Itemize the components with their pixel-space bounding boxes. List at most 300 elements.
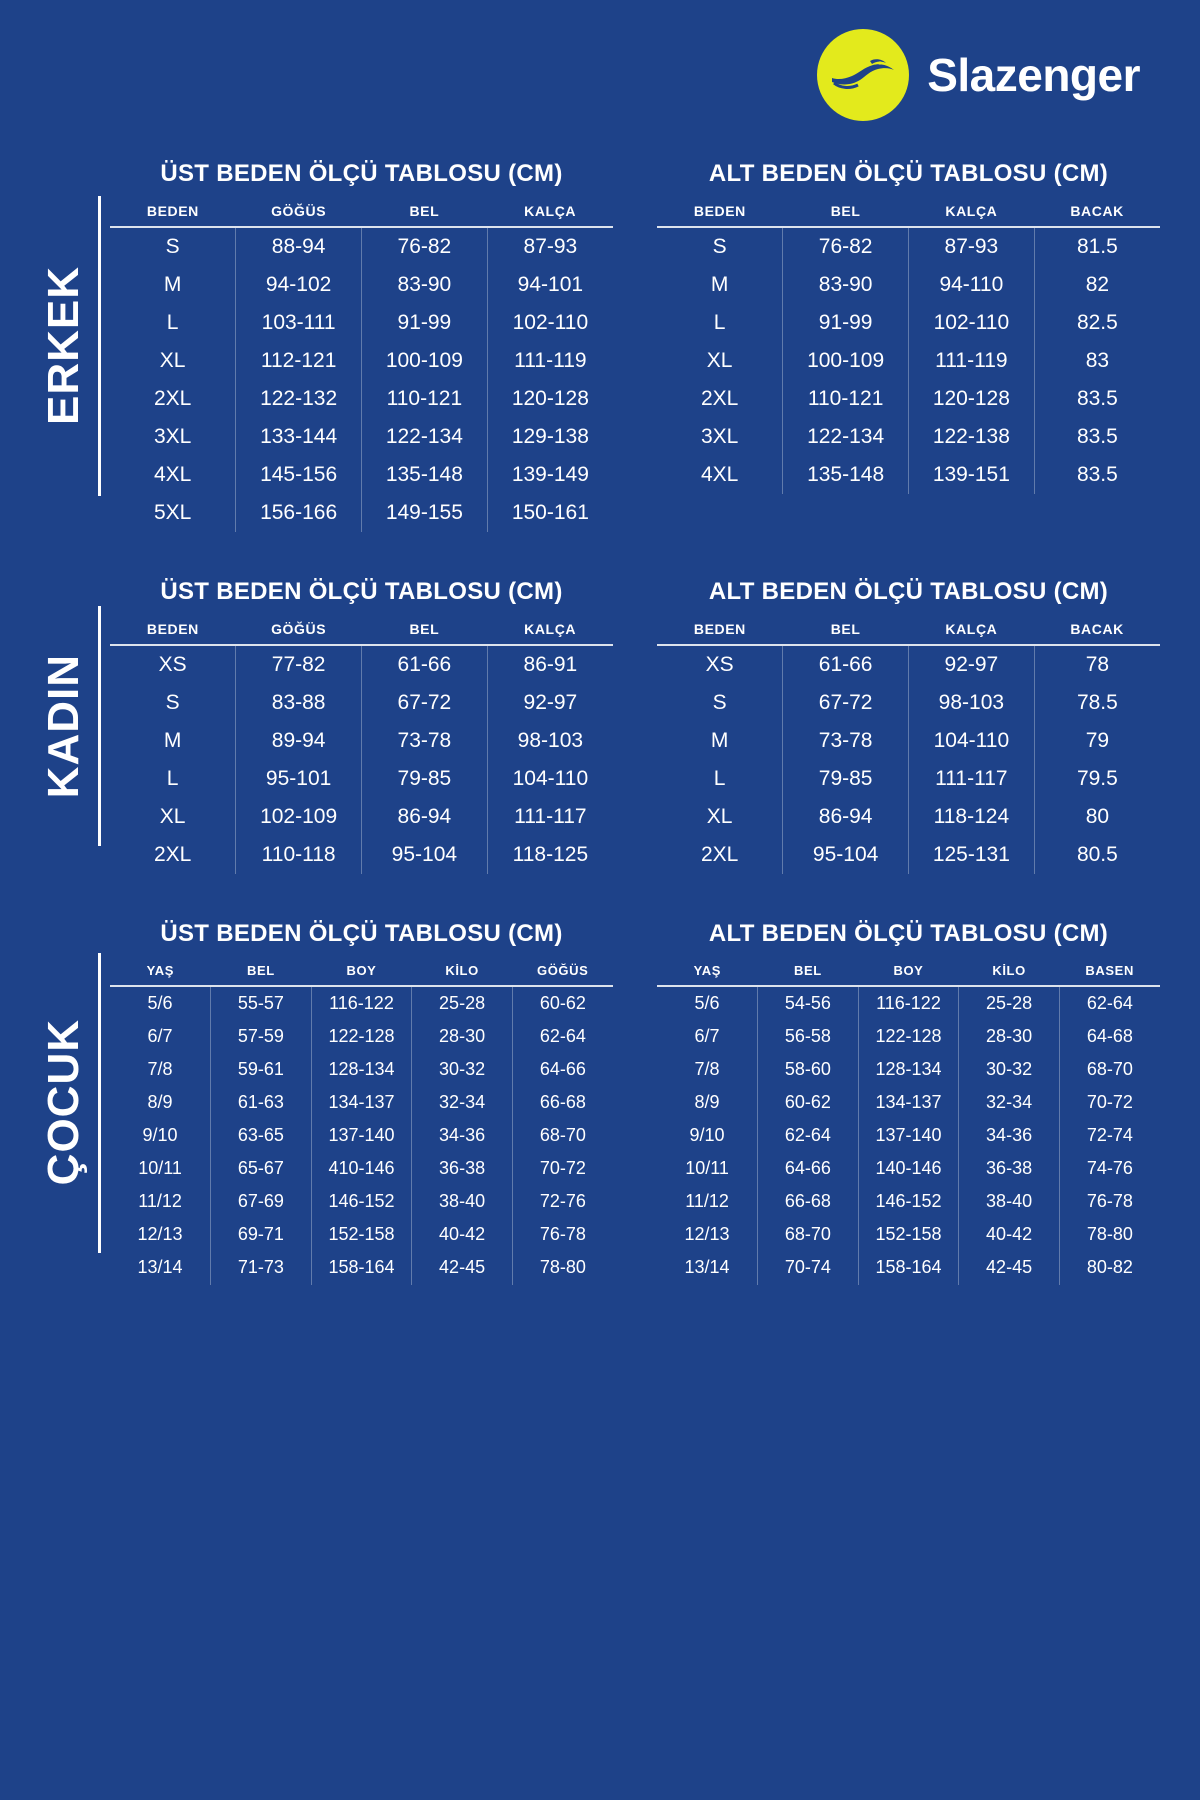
table-cell: 73-78 <box>783 722 909 760</box>
table-row <box>110 1053 613 1086</box>
table-cell: 135-148 <box>362 456 488 494</box>
table-cell: 158-164 <box>311 1251 412 1285</box>
slazenger-panther-icon <box>817 29 909 121</box>
table-cell: M <box>110 722 236 760</box>
table-cell: 76-78 <box>1086 1191 1133 1211</box>
table-cell: XL <box>657 798 783 836</box>
table-cell: 34-36 <box>412 1119 513 1152</box>
table-cell: 150-161 <box>511 501 589 524</box>
table-cell: 122-128 <box>311 1020 412 1053</box>
table-cell: 86-94 <box>783 798 909 836</box>
table-cell: 9/10 <box>110 1119 211 1152</box>
table-cell: 87-93 <box>909 227 1035 266</box>
col-header: BEL <box>758 962 859 986</box>
table-cell: 91-99 <box>783 304 909 342</box>
table-cell: 120-128 <box>909 380 1035 418</box>
table-cell: 2XL <box>657 836 783 874</box>
table-cell: 28-30 <box>412 1020 513 1053</box>
col-header: BEDEN <box>110 202 236 227</box>
table-cell: XL <box>110 342 236 380</box>
table-cell: 111-119 <box>514 349 587 372</box>
table-cell: 61-66 <box>362 645 488 684</box>
section-kadin <box>0 578 1200 874</box>
table-cell: 100-109 <box>362 342 488 380</box>
table-row <box>110 836 613 874</box>
table-title: ÜST BEDEN ÖLÇÜ TABLOSU (CM) <box>160 578 563 605</box>
table-head <box>110 620 613 645</box>
table-cell: 137-140 <box>858 1119 959 1152</box>
table-cell: 12/13 <box>110 1218 211 1251</box>
table-cell: M <box>657 266 783 304</box>
table-cell: 36-38 <box>959 1152 1060 1185</box>
table-cell: L <box>110 760 236 798</box>
table-row <box>657 456 1160 494</box>
table-cell: 4XL <box>110 456 236 494</box>
table-cell: 61-66 <box>783 645 909 684</box>
table-cell: 79-85 <box>362 760 488 798</box>
table-cell: 64-68 <box>1086 1026 1133 1046</box>
table-cell: 61-63 <box>211 1086 312 1119</box>
col-header: KALÇA <box>487 620 613 645</box>
table-row <box>110 1086 613 1119</box>
table-cell: L <box>110 304 236 342</box>
table-cell: 42-45 <box>412 1251 513 1285</box>
size-table <box>657 962 1160 1285</box>
table-cell: 102-109 <box>236 798 362 836</box>
col-header: GÖĞÜS <box>236 202 362 227</box>
table-cell: 122-134 <box>783 418 909 456</box>
col-header: BOY <box>311 962 412 986</box>
table-cell: 83 <box>1085 349 1110 372</box>
table-cell: 122-138 <box>909 418 1035 456</box>
table-cell: 86-94 <box>362 798 488 836</box>
table-cell: 140-146 <box>858 1152 959 1185</box>
table-cell: 410-146 <box>311 1152 412 1185</box>
table-cell: 68-70 <box>539 1125 586 1145</box>
table-cell: 76-82 <box>783 227 909 266</box>
table-row <box>110 1218 613 1251</box>
table-cell: 122-132 <box>236 380 362 418</box>
table-cell: 4XL <box>657 456 783 494</box>
table-title: ALT BEDEN ÖLÇÜ TABLOSU (CM) <box>708 920 1109 947</box>
table-cell: 88-94 <box>236 227 362 266</box>
table-cell: 72-74 <box>1086 1125 1133 1145</box>
table-cell: 110-121 <box>362 380 488 418</box>
table-cell: 116-122 <box>858 986 959 1020</box>
table-row <box>657 418 1160 456</box>
table-cell: 95-101 <box>236 760 362 798</box>
table-cell: 80 <box>1085 805 1110 828</box>
table-cell: 100-109 <box>783 342 909 380</box>
table-cell: S <box>657 684 783 722</box>
table-cell: 7/8 <box>110 1053 211 1086</box>
table-row <box>110 1020 613 1053</box>
table-cell: 156-166 <box>236 494 362 532</box>
table-cell: 5/6 <box>110 986 211 1020</box>
table-row <box>657 1251 1160 1285</box>
table-row <box>657 342 1160 380</box>
table-cell: 13/14 <box>110 1251 211 1285</box>
table-row <box>657 304 1160 342</box>
table-cell: 77-82 <box>236 645 362 684</box>
table-cell: 134-137 <box>311 1086 412 1119</box>
table-cell: 10/11 <box>657 1152 758 1185</box>
table-kadin-alt <box>657 578 1160 874</box>
table-cell: 7/8 <box>657 1053 758 1086</box>
table-cell: 83.5 <box>1076 387 1118 410</box>
table-cell: 112-121 <box>236 342 362 380</box>
table-cell: 122-134 <box>362 418 488 456</box>
table-cell: 110-121 <box>783 380 909 418</box>
table-cell: 158-164 <box>858 1251 959 1285</box>
table-row <box>657 1152 1160 1185</box>
table-cell: 25-28 <box>412 986 513 1020</box>
table-cell: 32-34 <box>959 1086 1060 1119</box>
table-row <box>110 1185 613 1218</box>
col-header: KİLO <box>412 962 513 986</box>
col-header: BEDEN <box>657 202 783 227</box>
table-cell: 3XL <box>657 418 783 456</box>
table-cell: 116-122 <box>311 986 412 1020</box>
table-cell: 122-128 <box>858 1020 959 1053</box>
table-cell: 111-117 <box>909 760 1035 798</box>
table-cell: 149-155 <box>362 494 488 532</box>
table-cell: M <box>110 266 236 304</box>
table-title: ALT BEDEN ÖLÇÜ TABLOSU (CM) <box>708 160 1109 187</box>
table-kadin-ust <box>110 578 613 874</box>
table-cell: 78.5 <box>1076 691 1118 714</box>
table-cell: 60-62 <box>539 993 586 1013</box>
table-cell: 8/9 <box>110 1086 211 1119</box>
table-header-row <box>657 202 1160 227</box>
section-rule <box>98 196 101 496</box>
table-cell: 38-40 <box>412 1185 513 1218</box>
table-cell: 67-72 <box>783 684 909 722</box>
table-cocuk-alt <box>657 920 1160 1285</box>
size-table <box>657 202 1160 494</box>
table-cell: 30-32 <box>959 1053 1060 1086</box>
table-cell: 2XL <box>110 380 236 418</box>
table-cell: 60-62 <box>758 1086 859 1119</box>
table-cell: S <box>657 227 783 266</box>
table-row <box>110 380 613 418</box>
table-cell: 134-137 <box>858 1086 959 1119</box>
table-cell: 13/14 <box>657 1251 758 1285</box>
section-rule <box>98 953 101 1253</box>
table-cell: L <box>657 760 783 798</box>
table-cell: 80-82 <box>1086 1257 1133 1277</box>
table-cell: 135-148 <box>783 456 909 494</box>
table-row <box>110 645 613 684</box>
table-row <box>657 722 1160 760</box>
table-cell: 36-38 <box>412 1152 513 1185</box>
table-header-row <box>657 620 1160 645</box>
table-cell: 79-85 <box>783 760 909 798</box>
col-header: BEL <box>783 620 909 645</box>
table-cell: 69-71 <box>211 1218 312 1251</box>
table-row <box>110 266 613 304</box>
table-cell: 66-68 <box>539 1092 586 1112</box>
table-cell: 118-124 <box>909 798 1035 836</box>
table-cell: 6/7 <box>110 1020 211 1053</box>
table-cell: 40-42 <box>959 1218 1060 1251</box>
col-header: BEL <box>362 620 488 645</box>
section-label-erkek-text: ERKEK <box>39 266 88 426</box>
table-cell: 94-102 <box>236 266 362 304</box>
table-cell: 38-40 <box>959 1185 1060 1218</box>
section-label-kadin-text: KADIN <box>39 653 88 799</box>
table-cell: 87-93 <box>523 235 578 258</box>
table-cell: 63-65 <box>211 1119 312 1152</box>
table-cell: 57-59 <box>211 1020 312 1053</box>
section-label-erkek <box>39 160 101 532</box>
col-header: KALÇA <box>487 202 613 227</box>
table-row <box>110 342 613 380</box>
table-row <box>657 1086 1160 1119</box>
table-header-row <box>657 962 1160 986</box>
section-label-cocuk <box>39 920 101 1285</box>
table-row <box>657 1020 1160 1053</box>
table-cell: 12/13 <box>657 1218 758 1251</box>
section-erkek <box>0 160 1200 532</box>
size-table <box>657 620 1160 874</box>
table-cell: 80.5 <box>1076 843 1118 866</box>
table-body <box>110 986 613 1285</box>
section-label-kadin <box>39 578 101 874</box>
table-cell: 83.5 <box>1076 425 1118 448</box>
table-row <box>110 1152 613 1185</box>
table-cell: 110-118 <box>236 836 362 874</box>
table-cell: 102-110 <box>512 311 589 334</box>
table-erkek-alt <box>657 160 1160 532</box>
table-cell: 2XL <box>110 836 236 874</box>
table-cell: 30-32 <box>412 1053 513 1086</box>
table-header-row <box>110 202 613 227</box>
col-header: YAŞ <box>110 962 211 986</box>
col-header: GÖĞÜS <box>512 962 613 986</box>
table-cell: 64-66 <box>539 1059 586 1079</box>
table-cell: 5XL <box>110 494 236 532</box>
table-cell: 78-80 <box>539 1257 586 1277</box>
table-cell: 3XL <box>110 418 236 456</box>
table-cell: 145-156 <box>236 456 362 494</box>
table-head <box>657 620 1160 645</box>
table-cell: 78 <box>1085 653 1110 676</box>
table-cell: 137-140 <box>311 1119 412 1152</box>
table-row <box>110 986 613 1020</box>
col-header: BEL <box>362 202 488 227</box>
table-cell: 125-131 <box>909 836 1035 874</box>
table-row <box>657 227 1160 266</box>
table-cell: S <box>110 227 236 266</box>
table-body <box>657 986 1160 1285</box>
table-cell: 111-117 <box>514 805 587 828</box>
table-cell: 8/9 <box>657 1086 758 1119</box>
table-cell: S <box>110 684 236 722</box>
table-cell: 111-119 <box>909 342 1035 380</box>
table-title: ÜST BEDEN ÖLÇÜ TABLOSU (CM) <box>160 920 563 947</box>
table-row <box>110 227 613 266</box>
table-cell: 2XL <box>657 380 783 418</box>
table-head <box>110 202 613 227</box>
table-cell: 68-70 <box>758 1218 859 1251</box>
table-cell: 73-78 <box>362 722 488 760</box>
table-cell: 5/6 <box>657 986 758 1020</box>
table-cell: 59-61 <box>211 1053 312 1086</box>
table-row <box>657 760 1160 798</box>
table-cell: 98-103 <box>517 729 584 752</box>
table-row <box>110 418 613 456</box>
table-cell: 74-76 <box>1086 1158 1133 1178</box>
table-row <box>657 266 1160 304</box>
table-cell: 25-28 <box>959 986 1060 1020</box>
table-head <box>657 202 1160 227</box>
col-header: BEDEN <box>657 620 783 645</box>
col-header: KALÇA <box>909 202 1035 227</box>
table-cell: 94-101 <box>517 273 584 296</box>
section-label-cocuk-text: ÇOCUK <box>39 1019 88 1186</box>
table-row <box>657 986 1160 1020</box>
table-cell: 28-30 <box>959 1020 1060 1053</box>
table-cell: 67-69 <box>211 1185 312 1218</box>
brand-logo <box>817 29 1140 121</box>
table-cell: 83-88 <box>236 684 362 722</box>
table-cell: 95-104 <box>362 836 488 874</box>
col-header: BACAK <box>1034 620 1160 645</box>
table-cell: 11/12 <box>657 1185 758 1218</box>
table-title: ÜST BEDEN ÖLÇÜ TABLOSU (CM) <box>160 160 563 187</box>
table-cell: 129-138 <box>511 425 589 448</box>
table-cell: 66-68 <box>758 1185 859 1218</box>
table-cell: 40-42 <box>412 1218 513 1251</box>
table-cell: M <box>657 722 783 760</box>
table-cell: L <box>657 304 783 342</box>
table-body <box>657 227 1160 494</box>
table-row <box>657 1218 1160 1251</box>
table-row <box>110 760 613 798</box>
table-cell: 65-67 <box>211 1152 312 1185</box>
section-rule <box>98 606 101 846</box>
table-cell: 103-111 <box>236 304 362 342</box>
table-cell: 94-110 <box>909 266 1035 304</box>
table-cocuk-ust <box>110 920 613 1285</box>
table-cell: 70-72 <box>1086 1092 1133 1112</box>
table-cell: 67-72 <box>362 684 488 722</box>
table-cell: 79.5 <box>1076 767 1118 790</box>
table-cell: 76-82 <box>362 227 488 266</box>
table-title: ALT BEDEN ÖLÇÜ TABLOSU (CM) <box>708 578 1109 605</box>
table-cell: 152-158 <box>311 1218 412 1251</box>
col-header: KİLO <box>959 962 1060 986</box>
table-row <box>657 1185 1160 1218</box>
table-body <box>657 645 1160 874</box>
col-header: BEDEN <box>110 620 236 645</box>
table-cell: 146-152 <box>311 1185 412 1218</box>
col-header: BOY <box>858 962 959 986</box>
table-cell: 11/12 <box>110 1185 211 1218</box>
table-cell: 58-60 <box>758 1053 859 1086</box>
col-header: BACAK <box>1034 202 1160 227</box>
table-row <box>110 494 613 532</box>
table-cell: 79 <box>1085 729 1110 752</box>
table-cell: 95-104 <box>783 836 909 874</box>
table-cell: 104-110 <box>909 722 1035 760</box>
table-cell: 68-70 <box>1086 1059 1133 1079</box>
table-erkek-ust <box>110 160 613 532</box>
table-cell: 10/11 <box>110 1152 211 1185</box>
table-row <box>657 1119 1160 1152</box>
col-header: BASEN <box>1059 962 1160 986</box>
table-cell: 102-110 <box>909 304 1035 342</box>
table-cell: 91-99 <box>362 304 488 342</box>
col-header: BEL <box>783 202 909 227</box>
table-body <box>110 227 613 532</box>
table-row <box>110 1251 613 1285</box>
table-row <box>110 684 613 722</box>
table-cell: 83-90 <box>362 266 488 304</box>
table-cell: 89-94 <box>236 722 362 760</box>
table-row <box>657 836 1160 874</box>
size-table <box>110 962 613 1285</box>
table-cell: 72-76 <box>539 1191 586 1211</box>
table-cell: 128-134 <box>311 1053 412 1086</box>
table-cell: 55-57 <box>211 986 312 1020</box>
section-cocuk <box>0 920 1200 1285</box>
table-cell: 64-66 <box>758 1152 859 1185</box>
table-row <box>657 645 1160 684</box>
table-cell: 70-74 <box>758 1251 859 1285</box>
table-cell: 70-72 <box>539 1158 586 1178</box>
table-cell: 83.5 <box>1076 463 1118 486</box>
table-cell: 104-110 <box>512 767 589 790</box>
table-cell: 128-134 <box>858 1053 959 1086</box>
table-cell: 78-80 <box>1086 1224 1133 1244</box>
table-cell: 54-56 <box>758 986 859 1020</box>
page-header <box>0 0 1200 150</box>
table-cell: XL <box>657 342 783 380</box>
table-cell: 139-151 <box>909 456 1035 494</box>
table-cell: 82.5 <box>1076 311 1118 334</box>
table-row <box>657 684 1160 722</box>
table-row <box>110 722 613 760</box>
table-cell: 34-36 <box>959 1119 1060 1152</box>
table-cell: 120-128 <box>511 387 589 410</box>
table-cell: XS <box>110 645 236 684</box>
table-cell: 118-125 <box>512 843 589 866</box>
table-cell: XS <box>657 645 783 684</box>
size-table <box>110 620 613 874</box>
table-cell: 62-64 <box>1086 993 1133 1013</box>
table-cell: 139-149 <box>511 463 589 486</box>
table-cell: 32-34 <box>412 1086 513 1119</box>
table-cell: 133-144 <box>236 418 362 456</box>
table-cell: 92-97 <box>909 645 1035 684</box>
table-cell: 6/7 <box>657 1020 758 1053</box>
table-cell: 76-78 <box>539 1224 586 1244</box>
table-cell: 152-158 <box>858 1218 959 1251</box>
table-header-row <box>110 620 613 645</box>
table-row <box>657 1053 1160 1086</box>
size-table <box>110 202 613 532</box>
table-cell: 42-45 <box>959 1251 1060 1285</box>
table-cell: 92-97 <box>523 691 578 714</box>
table-row <box>657 380 1160 418</box>
table-cell: 98-103 <box>909 684 1035 722</box>
table-head <box>110 962 613 986</box>
table-cell: 82 <box>1085 273 1110 296</box>
table-row <box>657 798 1160 836</box>
brand-name: Slazenger <box>927 49 1140 101</box>
